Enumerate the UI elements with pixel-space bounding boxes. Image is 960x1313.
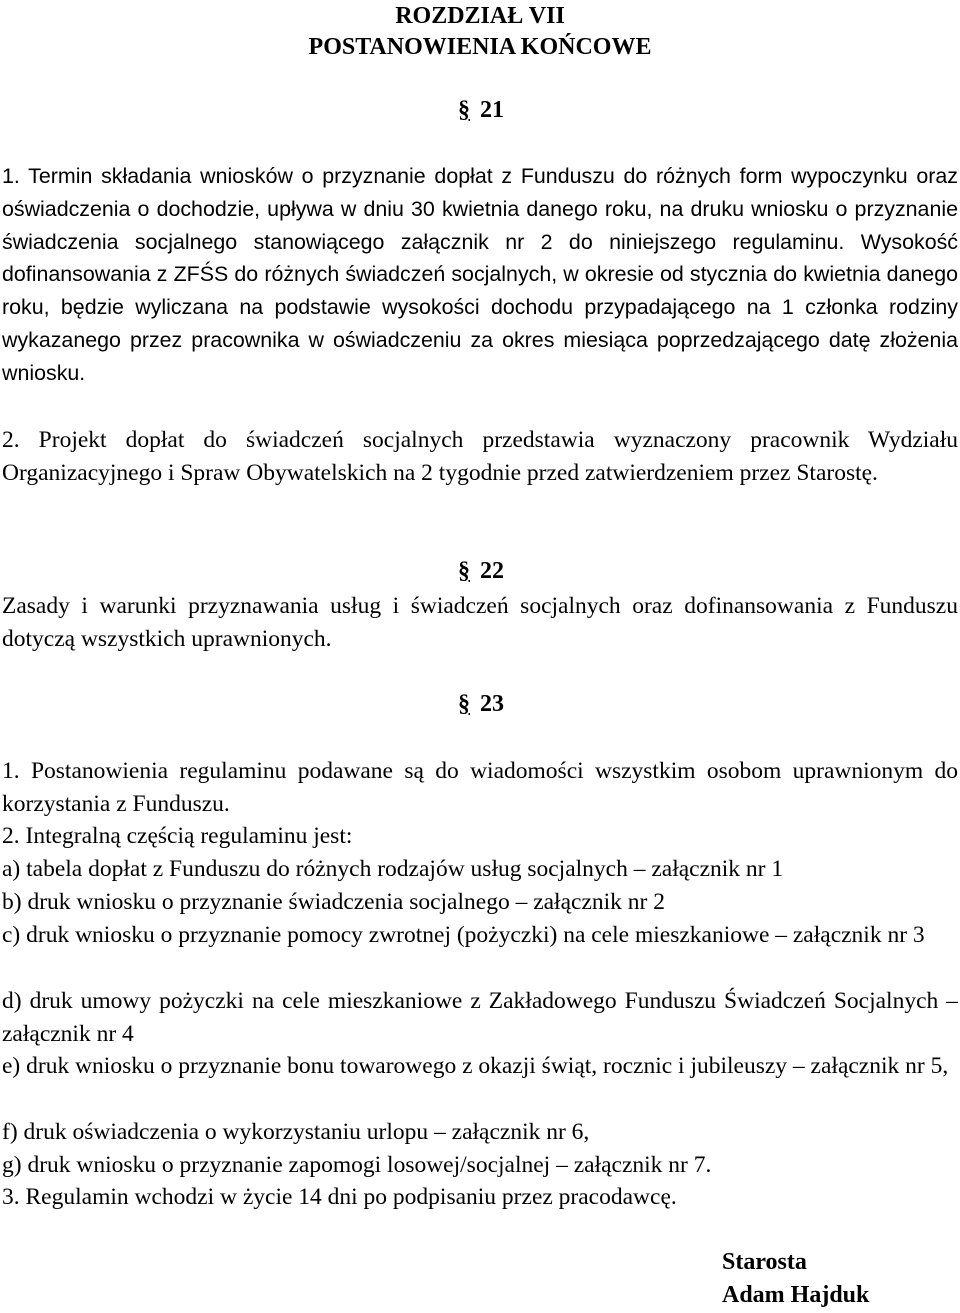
section-number: 23 bbox=[480, 691, 504, 717]
list-item-text: c) druk wniosku o przyznanie pomocy zwrotnej (pożyczki) na cele mieszkaniowe – załącznik nr 3 bbox=[2, 922, 925, 948]
point-text: 2. Projekt dopłat do świadczeń socjalnych przedstawia wyznaczony pracownik Wydziału Organizacyjnego i Spraw Obywatelskich na 2 tygodnie przed zatwierdzeniem przez Starostę. bbox=[2, 427, 958, 486]
point-text: 1. Termin składania wniosków o przyznanie dopłat z Funduszu do różnych form wypoczynku oraz oświadczenia o dochodzie, upływa w dniu 30 kwietnia danego roku, na druku wniosku o przyznanie świadczenia socjalnego stanowiącego załącznik nr 2 do niniejszego regulaminu. Wysokość dofinansowania z ZFŚS do różnych świadczeń socjalnych, w okresie od stycznia do kwietnia danego roku, będzie wyliczana na podstawie wysokości dochodu przypadającego na 1 członka rodziny wykazanego przez pracownika w oświadczeniu za okres miesiąca poprzedzającego datę złożenia wniosku. bbox=[2, 164, 958, 385]
annex-item-e bbox=[2, 1050, 958, 1083]
annex-item-f: f) druk oświadczenia o wykorzystaniu urlopu – załącznik nr 6, bbox=[2, 1119, 590, 1145]
section-symbol: § bbox=[458, 97, 470, 123]
section-23-header bbox=[458, 690, 504, 718]
section-23-point-1 bbox=[2, 755, 958, 821]
section-symbol: § bbox=[458, 558, 470, 584]
annex-item-c bbox=[2, 919, 958, 952]
section-symbol: § bbox=[458, 691, 470, 717]
signature-name: Adam Hajduk bbox=[722, 1282, 870, 1308]
section-22-text bbox=[2, 590, 958, 656]
annex-item-a: a) tabela dopłat z Funduszu do różnych rodzajów usług socjalnych – załącznik nr 1 bbox=[2, 856, 784, 882]
section-number: 21 bbox=[480, 97, 504, 123]
annex-item-b: b) druk wniosku o przyznanie świadczenia socjalnego – załącznik nr 2 bbox=[2, 889, 665, 915]
section-23-point-3: 3. Regulamin wchodzi w życie 14 dni po podpisaniu przez pracodawcę. bbox=[2, 1184, 677, 1210]
annex-item-d bbox=[2, 985, 958, 1051]
paragraph-text: Zasady i warunki przyznawania usług i świadczeń socjalnych oraz dofinansowania z Funduszu dotyczą wszystkich uprawnionych. bbox=[2, 593, 958, 652]
point-text: 1. Postanowienia regulaminu podawane są do wiadomości wszystkim osobom uprawnionym do korzystania z Funduszu. bbox=[2, 758, 958, 817]
section-23-point-2-intro: 2. Integralną częścią regulaminu jest: bbox=[2, 823, 353, 849]
section-21-point-1 bbox=[2, 160, 958, 390]
section-21-point-2 bbox=[2, 424, 958, 490]
list-item-text: d) druk umowy pożyczki na cele mieszkaniowe z Zakładowego Funduszu Świadczeń Socjalnych – załącznik nr 4 bbox=[2, 988, 958, 1047]
annex-item-g: g) druk wniosku o przyznanie zapomogi losowej/socjalnej – załącznik nr 7. bbox=[2, 1152, 712, 1178]
chapter-title: ROZDZIAŁ VII bbox=[395, 3, 565, 29]
section-number: 22 bbox=[480, 558, 504, 584]
section-22-header bbox=[458, 557, 504, 585]
chapter-subtitle: POSTANOWIENIA KOŃCOWE bbox=[308, 34, 652, 60]
section-21-header bbox=[458, 96, 504, 124]
signature-role: Starosta bbox=[722, 1249, 807, 1275]
list-item-text: e) druk wniosku o przyznanie bonu towarowego z okazji świąt, rocznic i jubileuszy – załącznik nr 5, bbox=[2, 1053, 949, 1079]
